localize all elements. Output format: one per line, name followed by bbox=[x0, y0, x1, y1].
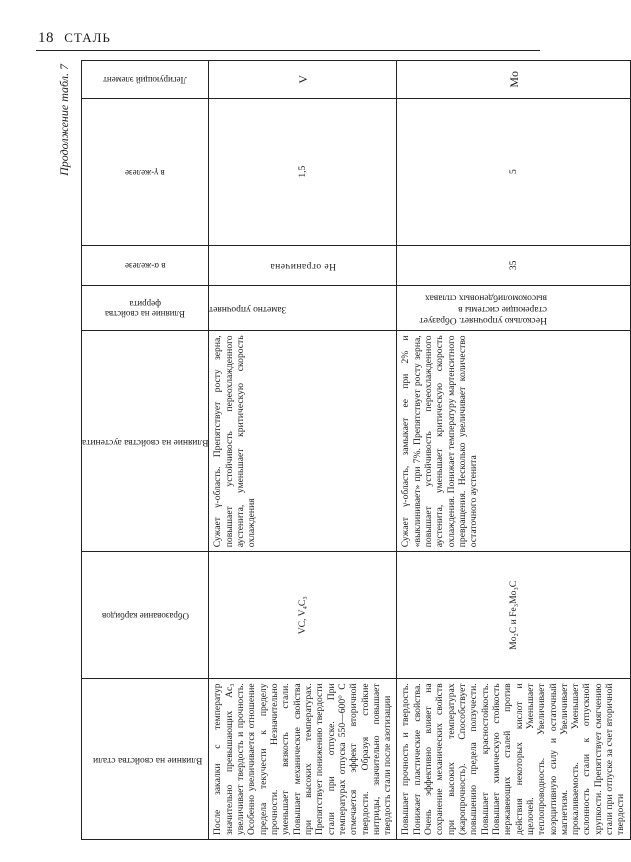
col-gamma-header: в γ-железе bbox=[82, 98, 209, 245]
header-rule bbox=[36, 50, 540, 51]
col-steel-header: Влияние на свойства стали bbox=[82, 679, 209, 840]
cell-element: Mo bbox=[397, 61, 630, 99]
table-row bbox=[397, 61, 630, 840]
col-ferrite-header: Влияние на свойства феррита bbox=[82, 285, 209, 331]
cell-alpha: 35 bbox=[397, 245, 630, 285]
cell-steel: После закалки с температур значительно превышающих Ac₃ увеличивает твердость и прочность. Особенно увеличивается отношение предела текучести к пределу прочности. Незначительно уменьшает вязкость стали. Повышает механические свойства при высоких температурах. Препятствует понижению твердости стали при отпуске. При температурах отпуска 550—600° С отмечается эффект вторичной твердости. Образуя стойкие нитриды, значительно повышает твердость стали после азотизации bbox=[209, 679, 397, 840]
cell-austenite: Сужает γ-область, замыкает ее при 2% и «выклинивает» при 7%. Препятствует росту зерна, повышает устойчивость переохлажденного аустенита, уменьшает критическую скорость охлаждения. Понижает температуру мартенситного превращения. Несколько увеличивает количество остаточного аустенита bbox=[397, 331, 630, 552]
cell-element: V bbox=[209, 61, 397, 99]
cell-steel: Повышает прочность и твердость. Понижает пластические свойства. Очень эффективно влияет на сохранение механических свойств при высоких температурах (жаропрочность). Способствует повышению предела ползучести. Повышает красностойкость. Повышает химическую стойкость нержавеющих сталей против действия некоторых кислот и щелочей. Уменьшает теплопроводность. Увеличивает коэрцитивную силу и остаточный магнетизм. Увеличивает прокаливаемость. Уменьшает склонность стали к отпускной хрупкости. Препятствует смягчению стали при отпуске за счет вторичной твердости bbox=[397, 679, 630, 840]
col-element-header: Легирующий элемент bbox=[82, 61, 209, 99]
cell-ferrite: Заметно упрочняет bbox=[209, 285, 397, 331]
rotated-table-container bbox=[53, 60, 627, 840]
col-austenite-header: Влияние на свойства аустенита bbox=[82, 331, 209, 552]
cell-gamma: 5 bbox=[397, 98, 630, 245]
col-carbides-header: Образование карбидов bbox=[82, 552, 209, 679]
cell-austenite: Сужает γ-область. Препятствует росту зерна, повышает устойчивость переохлажденного аустенита, уменьшает критическую скорость охлаждения bbox=[209, 331, 397, 552]
alloying-elements-table bbox=[81, 60, 631, 840]
section-title: СТАЛЬ bbox=[64, 30, 111, 45]
col-alpha-header: в α-железе bbox=[82, 245, 209, 285]
cell-alpha: Не ограничена bbox=[209, 245, 397, 285]
cell-carbides: Mo₂C и Fe₃Mo₃C bbox=[397, 552, 630, 679]
page-header bbox=[38, 30, 111, 47]
table-caption: Продолжение табл. 7 bbox=[57, 64, 71, 176]
cell-ferrite: Несколько упрочняет. Образует стареющие системы в высокомолибденовых сплавах bbox=[397, 285, 630, 331]
page-number: 18 bbox=[38, 30, 54, 46]
cell-gamma: 1,5 bbox=[209, 98, 397, 245]
table-row bbox=[209, 61, 397, 840]
cell-carbides: VC, V₄C₃ bbox=[209, 552, 397, 679]
